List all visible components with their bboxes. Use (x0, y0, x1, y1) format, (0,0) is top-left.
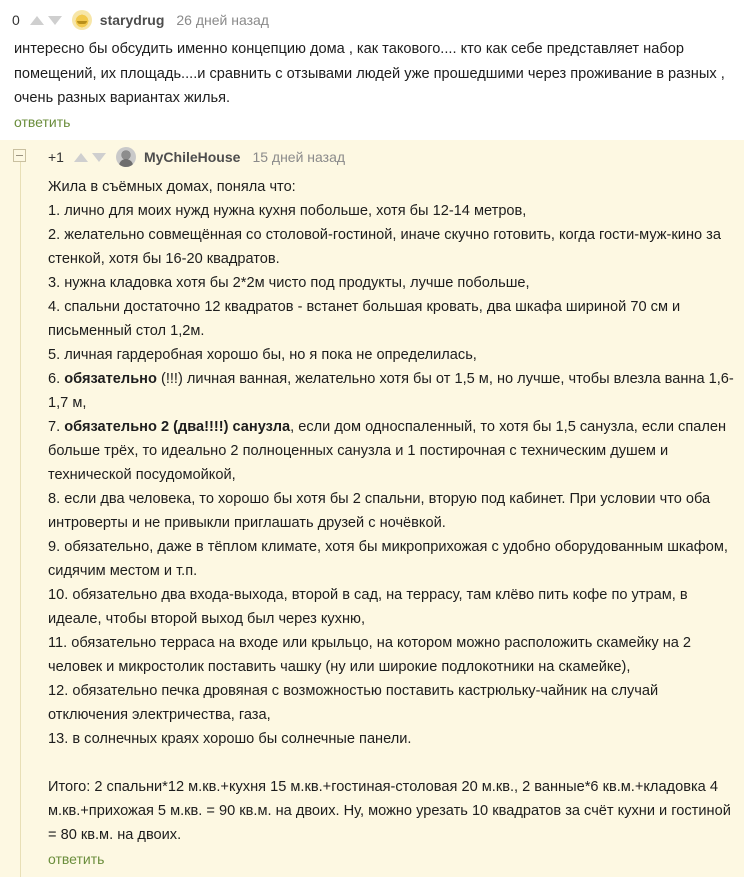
comment-rating: 0 (12, 12, 20, 28)
comment-text: интересно бы обсудить именно концепцию дома , как такового.... кто как себе представляет набор помещений, их площадь....и сравнить с отзывами людей уже прошедшими через проживание в разных , очень разных вариантах жилья. (14, 41, 725, 106)
list-item: 3. нужна кладовка хотя бы 2*2м чисто под продукты, лучше побольше, (48, 275, 530, 291)
list-item-number: 6. (48, 371, 65, 387)
thread-line[interactable] (20, 162, 21, 877)
list-item (48, 415, 738, 487)
comment-date[interactable]: 26 дней назад (176, 12, 269, 28)
emphasis-text: обязательно (64, 371, 157, 387)
upvote-icon[interactable] (30, 16, 44, 25)
emphasis-text: обязательно 2 (два!!!!) санузла (64, 419, 291, 435)
list-item-number: 7. (48, 419, 65, 435)
comment-header (48, 147, 345, 167)
comment-header (12, 10, 269, 30)
list-item: 4. спальни достаточно 12 квадратов - встанет большая кровать, два шкафа шириной 70 см и письменный стол 1,2м. (48, 299, 681, 339)
downvote-icon[interactable] (48, 16, 62, 25)
collapse-icon[interactable] (13, 149, 26, 162)
comment-date[interactable]: 15 дней назад (252, 149, 346, 165)
comment (0, 0, 744, 140)
list-item: 13. в солнечных краях хорошо бы солнечные панели. (48, 731, 412, 747)
reply-button[interactable]: ответить (48, 851, 105, 867)
list-item: 5. личная гардеробная хорошо бы, но я пока не определилась, (48, 347, 477, 363)
list-item: 12. обязательно печка дровяная с возможностью поставить кастрюльку-чайник на случай отключения электричества, газа, (48, 683, 659, 723)
spacer (48, 751, 738, 775)
comment-username[interactable]: starydrug (99, 12, 165, 28)
avatar[interactable] (72, 10, 92, 30)
list-item: 1. лично для моих нужд нужна кухня побольше, хотя бы 12-14 метров, (48, 203, 527, 219)
reply-button[interactable]: ответить (14, 114, 71, 130)
list-item: 2. желательно совмещённая со столовой-гостиной, иначе скучно готовить, когда гости-муж-кино за стенкой, хотя бы 16-20 квадратов. (48, 227, 721, 267)
list-item (48, 367, 738, 415)
reply-comment (0, 140, 744, 877)
comment-summary: Итого: 2 спальни*12 м.кв.+кухня 15 м.кв.+гостиная-столовая 20 м.кв., 2 ванные*6 кв.м.+кладовка 4 м.кв.+прихожая 5 м.кв. = 90 кв.м. на двоих. Ну, можно урезать 10 квадратов за счёт кухни и гостиной = 80 кв.м. на двоих. (48, 779, 731, 843)
upvote-icon[interactable] (74, 153, 88, 162)
comment-rating: +1 (48, 149, 64, 165)
downvote-icon[interactable] (92, 153, 106, 162)
list-item: 10. обязательно два входа-выхода, второй в сад, на террасу, там клёво пить кофе по утрам, в идеале, чтобы второй выход был через кухню, (48, 587, 688, 627)
comment-intro: Жила в съёмных домах, поняла что: (48, 179, 296, 195)
comment-username[interactable]: MyChileHouse (143, 149, 241, 165)
list-item-text: (!!!) личная ванная, желательно хотя бы от 1,5 м, но лучше, чтобы влезла ванна 1,6-1,7 м, (48, 371, 734, 411)
comment-text (48, 175, 738, 847)
list-item: 11. обязательно терраса на входе или крыльцо, на котором можно расположить скамейку на 2 человек и микростолик поставить чашку (ну или широкие подлокотники на скамейке), (48, 635, 692, 675)
avatar[interactable] (116, 147, 136, 167)
list-item: 9. обязательно, даже в тёплом климате, хотя бы микроприхожая с удобно оборудованным шкафом, сидячим местом и т.п. (48, 539, 728, 579)
list-item: 8. если два человека, то хорошо бы хотя бы 2 спальни, вторую под кабинет. При условии что оба интроверты и не привыкли приглашать друзей с ночёвкой. (48, 491, 711, 531)
list-item-text: , если дом односпаленный, то хотя бы 1,5 санузла, если спален больше трёх, то идеально 2 полноценных санузла и 1 постирочная с техническим душем и технической посудомойкой, (48, 419, 727, 483)
